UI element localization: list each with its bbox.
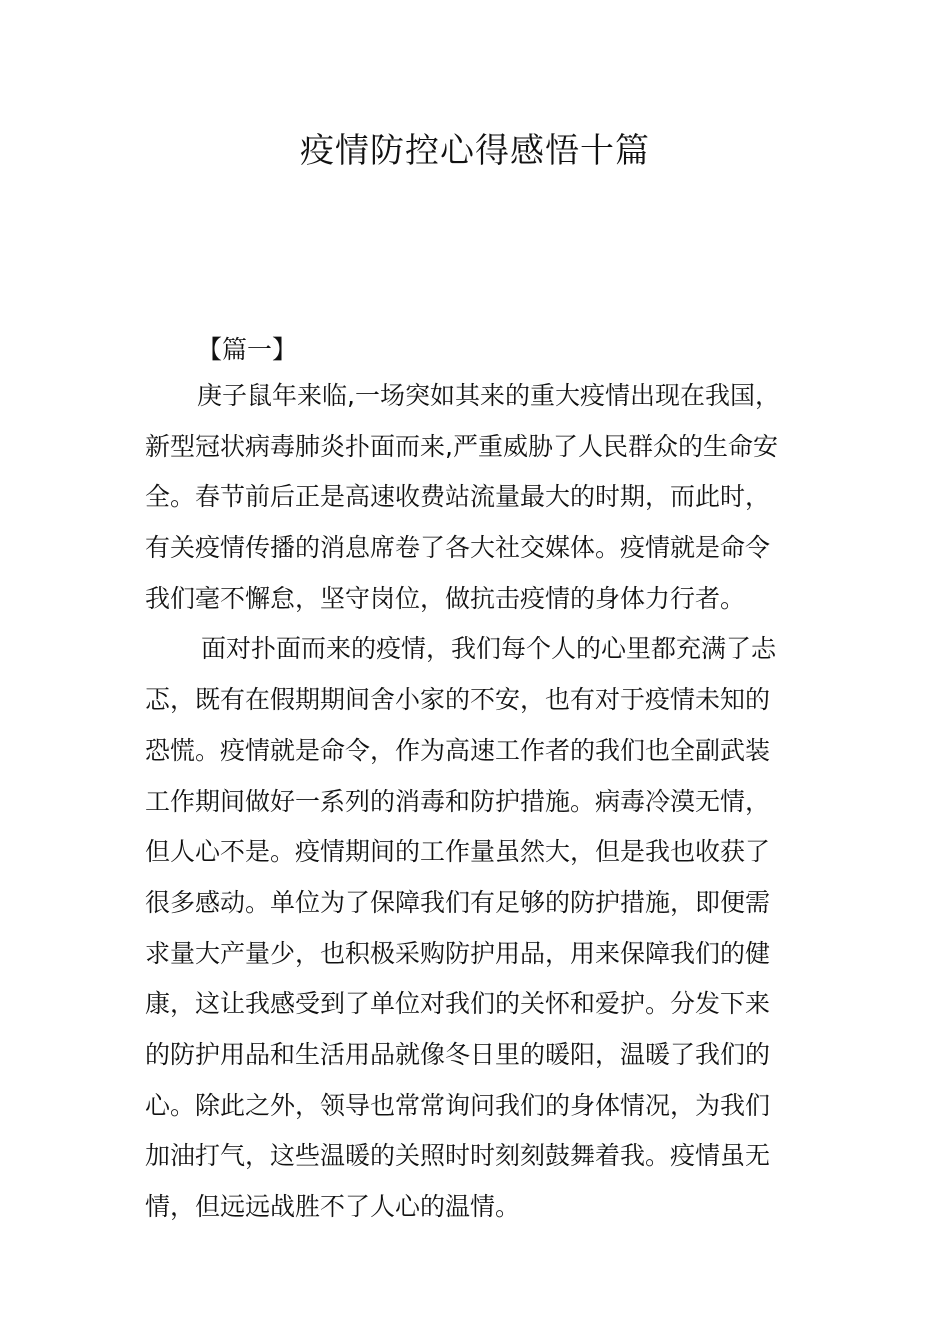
paragraph-1 [145,371,815,624]
section-heading: 【篇一】 [197,335,298,364]
paragraph-line: 新型冠状病毒肺炎扑面而来,严重威胁了人民群众的生命安 [145,431,778,461]
paragraph-line: 面对扑面而来的疫情，我们每个人的心里都充满了忐 [201,634,777,664]
paragraph-line: 恐慌。疫情就是命令，作为高速工作者的我们也全副武装 [145,735,771,765]
document-body [145,328,815,1233]
paragraph-line: 但人心不是。疫情期间的工作量虽然大，但是我也收获了 [145,837,771,867]
paragraph-line: 有关疫情传播的消息席卷了各大社交媒体。疫情就是命令 [145,533,771,563]
paragraph-line: 加油打气，这些温暖的关照时时刻刻鼓舞着我。疫情虽无 [145,1141,771,1171]
paragraph-line: 心。除此之外，领导也常常询问我们的身体情况，为我们 [145,1090,771,1120]
paragraph-line: 的防护用品和生活用品就像冬日里的暖阳，温暖了我们的 [145,1039,771,1069]
paragraph-line: 情，但远远战胜不了人心的温情。 [145,1192,521,1221]
paragraph-2 [145,624,815,1232]
paragraph-line: 全。春节前后正是高速收费站流量最大的时期，而此时， [145,482,771,512]
paragraph-line: 庚子鼠年来临,一场突如其来的重大疫情出现在我国， [197,381,780,410]
paragraph-line: 求量大产量少，也积极采购防护用品，用来保障我们的健 [145,938,771,968]
paragraph-line: 工作期间做好一系列的消毒和防护措施。病毒冷漠无情， [145,786,771,816]
document-title: 疫情防控心得感悟十篇 [300,131,650,171]
paragraph-line: 我们毫不懈怠，坚守岗位，做抗击疫情的身体力行者。 [145,583,746,613]
paragraph-line: 很多感动。单位为了保障我们有足够的防护措施，即便需 [145,887,771,917]
paragraph-line: 康，这让我感受到了单位对我们的关怀和爱护。分发下来 [145,989,771,1019]
paragraph-line: 忑，既有在假期期间舍小家的不安，也有对于疫情未知的 [145,685,771,715]
